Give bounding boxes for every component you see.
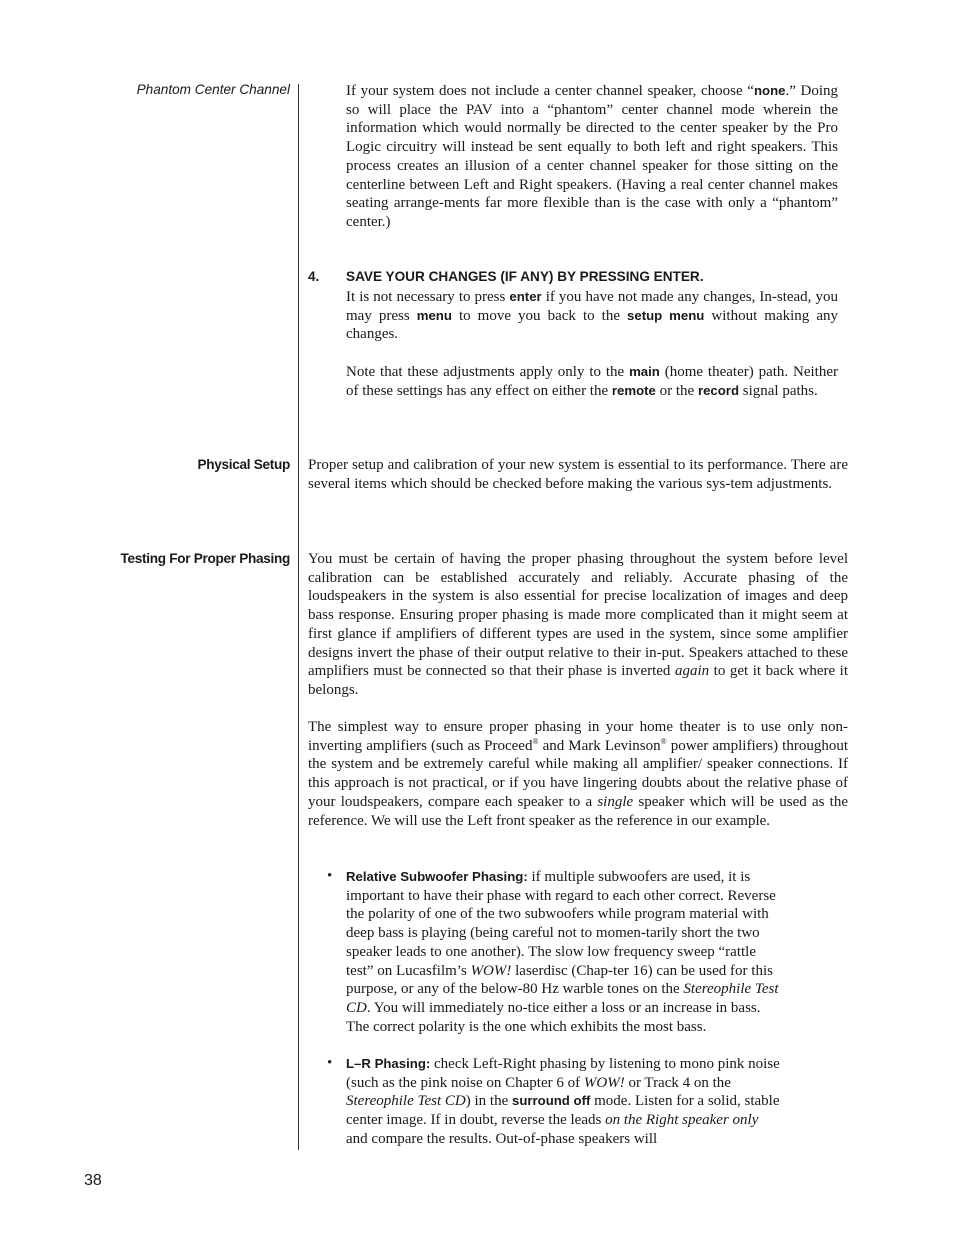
phasing-paragraph-2: The simplest way to ensure proper phasing in your home theater is to use only non-inverting amplifiers (such as Proceed® and Mark Levinson® power amplifiers) throughout the system and be extremely careful while making all amplifier/ speaker connections. If this approach is not practical, or if you have lingering doubts about the relative phase of your loudspeakers, compare each speaker to a single speaker which will be used as the reference. We will use the Left front speaker as the reference in our example. <box>308 719 848 829</box>
bullet-lr-phasing: L–R Phasing: check Left-Right phasing by listening to mono pink noise (such as the pink noise on Chapter 6 of WOW! or Track 4 on the Stereophile Test CD) in the surround off mode. Listen for a solid, stable center image. If in doubt, reverse the leads on the Right speaker only and compare the results. Out-of-phase speakers will <box>346 1056 780 1147</box>
step-4-paragraph-1: It is not necessary to press enter if you have not made any changes, In-stead, you may press menu to move you back to the setup menu without making any changes. <box>346 289 838 343</box>
step-4-paragraph-2: Note that these adjustments apply only to the main (home theater) path. Neither of these settings has any effect on either the remote or the record signal paths. <box>346 364 839 399</box>
section-label-phantom-center: Phantom Center Channel <box>136 82 290 97</box>
page-number: 38 <box>84 1172 102 1189</box>
phasing-paragraph-1: You must be certain of having the proper phasing throughout the system before level calibration can be established accurately and reliably. Accurate phasing of the loudspeakers in the system is also essential for precise localization of images and deep bass response. Ensuring proper phasing is made more complicated than it might seem at first glance if amplifiers of different types are used in the system, since some amplifier designs invert the phase of their output relative to their in-put. Speakers attached to these amplifiers must be connected so that their phase is inverted again to get it back where it belongs. <box>308 551 849 698</box>
margin-rule <box>298 84 299 1150</box>
physical-setup-paragraph: Proper setup and calibration of your new system is essential to its performance. There are several items which should be checked before making the various sys-tem adjustments. <box>308 457 848 492</box>
bullet-marker: • <box>327 868 333 884</box>
phantom-paragraph: If your system does not include a center channel speaker, choose “none.” Doing so will place the PAV into a “phantom” center channel mode wherein the information which would normally be directed to the center speaker by the Pro Logic circuitry will instead be sent equally to both left and right speakers. This process creates an illusion of a center channel speaker for those sitting on the centerline between Left and Right speakers. (Having a real center channel makes seating arrange-ments far more flexible than is the case with only a “phantom” center.) <box>346 83 838 230</box>
step-4-heading: 4. SAVE YOUR CHANGES (IF ANY) BY PRESSING ENTER. <box>308 269 704 284</box>
section-label-testing-phasing: Testing For Proper Phasing <box>120 551 290 566</box>
bullet-marker: • <box>327 1055 333 1071</box>
bullet-subwoofer-phasing: Relative Subwoofer Phasing: if multiple subwoofers are used, it is important to have their phase with regard to each other correct. Reverse the polarity of one of the two subwoofers while program material with deep bass is playing (being careful not to momen-tarily short the two speaker leads to one another). The slow low frequency sweep “rattle test” on Lucasfilm’s WOW! laserdisc (Chap-ter 16) can be used for this purpose, or any of the below-80 Hz warble tones on the Stereophile Test CD. You will immediately no-tice either a loss or an increase in bass. The correct polarity is the one which exhibits the most bass. <box>346 869 779 1035</box>
section-label-physical-setup: Physical Setup <box>197 457 290 472</box>
